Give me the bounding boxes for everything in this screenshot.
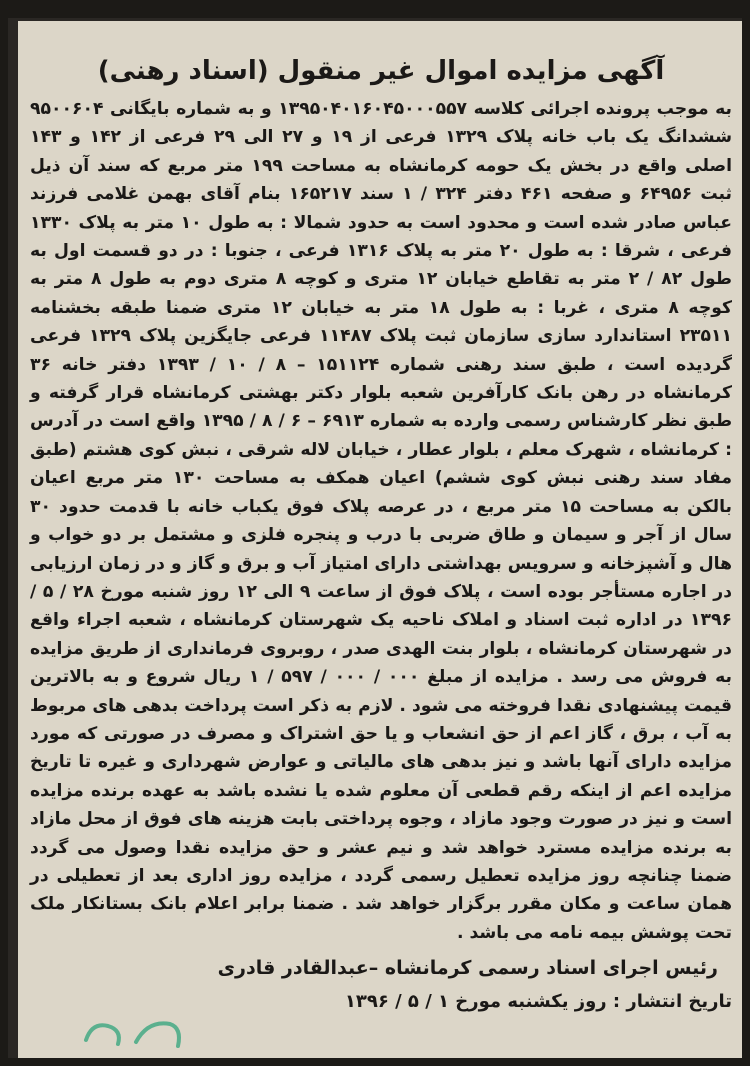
- publication-date: تاریخ انتشار : روز یکشنبه مورخ ۱ / ۵ / ۱۳۹۶: [344, 991, 732, 1013]
- newspaper-clipping: [8, 18, 742, 1058]
- notice-signature: رئیس اجرای اسناد رسمی کرمانشاه –عبدالقادر قادری: [217, 957, 718, 980]
- notice-body: به موجب پرونده اجرائی کلاسه ۱۳۹۵۰۴۰۱۶۰۴۵۰۰۰۵۵۷ و به شماره بایگانی ۹۵۰۰۶۰۴ ششدانگ یک باب خانه پلاک ۱۳۲۹ فرعی از ۱۹ و ۲۷ الی ۲۹ فرعی از ۱۴۲ و ۱۴۳ اصلی واقع در بخش یک حومه کرمانشاه به مساحت ۱۹۹ متر مربع که سند آن ذیل ثبت ۶۴۹۵۶ و صفحه ۴۶۱ دفتر ۳۲۴ / ۱ سند ۱۶۵۲۱۷ بنام آقای بهمن غلامی فرزند عباس صادر شده است و محدود است به حدود شمالا : به طول ۱۰ متر به پلاک ۱۳۳۰ فرعی ، شرقا : به طول ۲۰ متر به پلاک ۱۳۱۶ فرعی ، جنوبا : در دو قسمت اول به طول ۸۲ / ۲ متر به تقاطع خیابان ۱۲ متری و کوچه ۸ متری دوم به طول ۸ متر به کوچه ۸ متری ، غربا : به طول ۱۸ متر به خیابان ۱۲ متری ضمنا طبقه بخشنامه ۲۳۵۱۱ استاندارد سازی سازمان ثبت پلاک ۱۱۴۸۷ فرعی جایگزین پلاک ۱۳۲۹ فرعی گردیده است ، طبق سند رهنی شماره ۱۵۱۱۲۴ – ۸ / ۱۰ / ۱۳۹۳ دفتر خانه ۳۶ کرمانشاه در رهن بانک کارآفرین شعبه بلوار دکتر بهشتی کرمانشاه قرار گرفته و طبق نظر کارشناس رسمی وارده به شماره ۶۹۱۳ – ۶ / ۸ / ۱۳۹۵ واقع است در آدرس : کرمانشاه ، شهرک معلم ، بلوار عطار ، خیابان لاله شرقی ، نبش کوی هشتم (طبق مفاد سند رهنی نبش کوی ششم) اعیان همکف به مساحت ۱۳۰ متر مربع اعیان بالکن به مساحت ۱۵ متر مربع ، در عرصه پلاک فوق یکباب خانه با قدمت حدود ۳۰ سال از آجر و سیمان و طاق ضربی با درب و پنجره فلزی و مشتمل بر دو خواب و هال و آشپزخانه و سرویس بهداشتی دارای امتیاز آب و برق و گاز و در زمان ارزیابی در اجاره مستأجر بوده است ، پلاک فوق از ساعت ۹ الی ۱۲ روز شنبه مورخ ۲۸ / ۵ / ۱۳۹۶ در اداره ثبت اسناد و املاک ناحیه یک شهرستان کرمانشاه ، شعبه اجراء واقع در شهرستان کرمانشاه ، بلوار بنت الهدی صدر ، روبروی فرمانداری از طریق مزایده به فروش می رسد . مزایده از مبلغ ۰۰۰ / ۰۰۰ / ۵۹۷ / ۱ ریال شروع و به بالاترین قیمت پیشنهادی نقدا فروخته می شود . لازم به ذکر است پرداخت بدهی های مربوط به آب ، برق ، گاز اعم از حق انشعاب و یا حق اشتراک و مصرف در صورتی که مورد مزایده دارای آنها باشد و نیز بدهی های مالیاتی و عوارض شهرداری و غیره تا تاریخ مزایده اعم از اینکه رقم قطعی آن معلوم شده یا نشده باشد به عهده برنده مزایده است و نیز در صورت وجود مازاد ، وجوه پرداختی بابت هزینه های فوق از محل مازاد به برنده مزایده مسترد خواهد شد و نیم عشر و حق مزایده نقدا وصول می گردد ضمنا چنانچه روز مزایده تعطیل رسمی گردد ، مزایده روز اداری بعد از تعطیلی در همان ساعت و مکان مقرر برگزار خواهد شد . ضمنا برابر اعلام بانک بستانکار ملک تحت پوشش بیمه نامه می باشد .: [30, 99, 733, 943]
- notice-content: [30, 51, 732, 1048]
- green-stamp-icon: [78, 1000, 188, 1050]
- notice-title: آگهی مزایده اموال غیر منقول (اسناد رهنی): [97, 56, 665, 86]
